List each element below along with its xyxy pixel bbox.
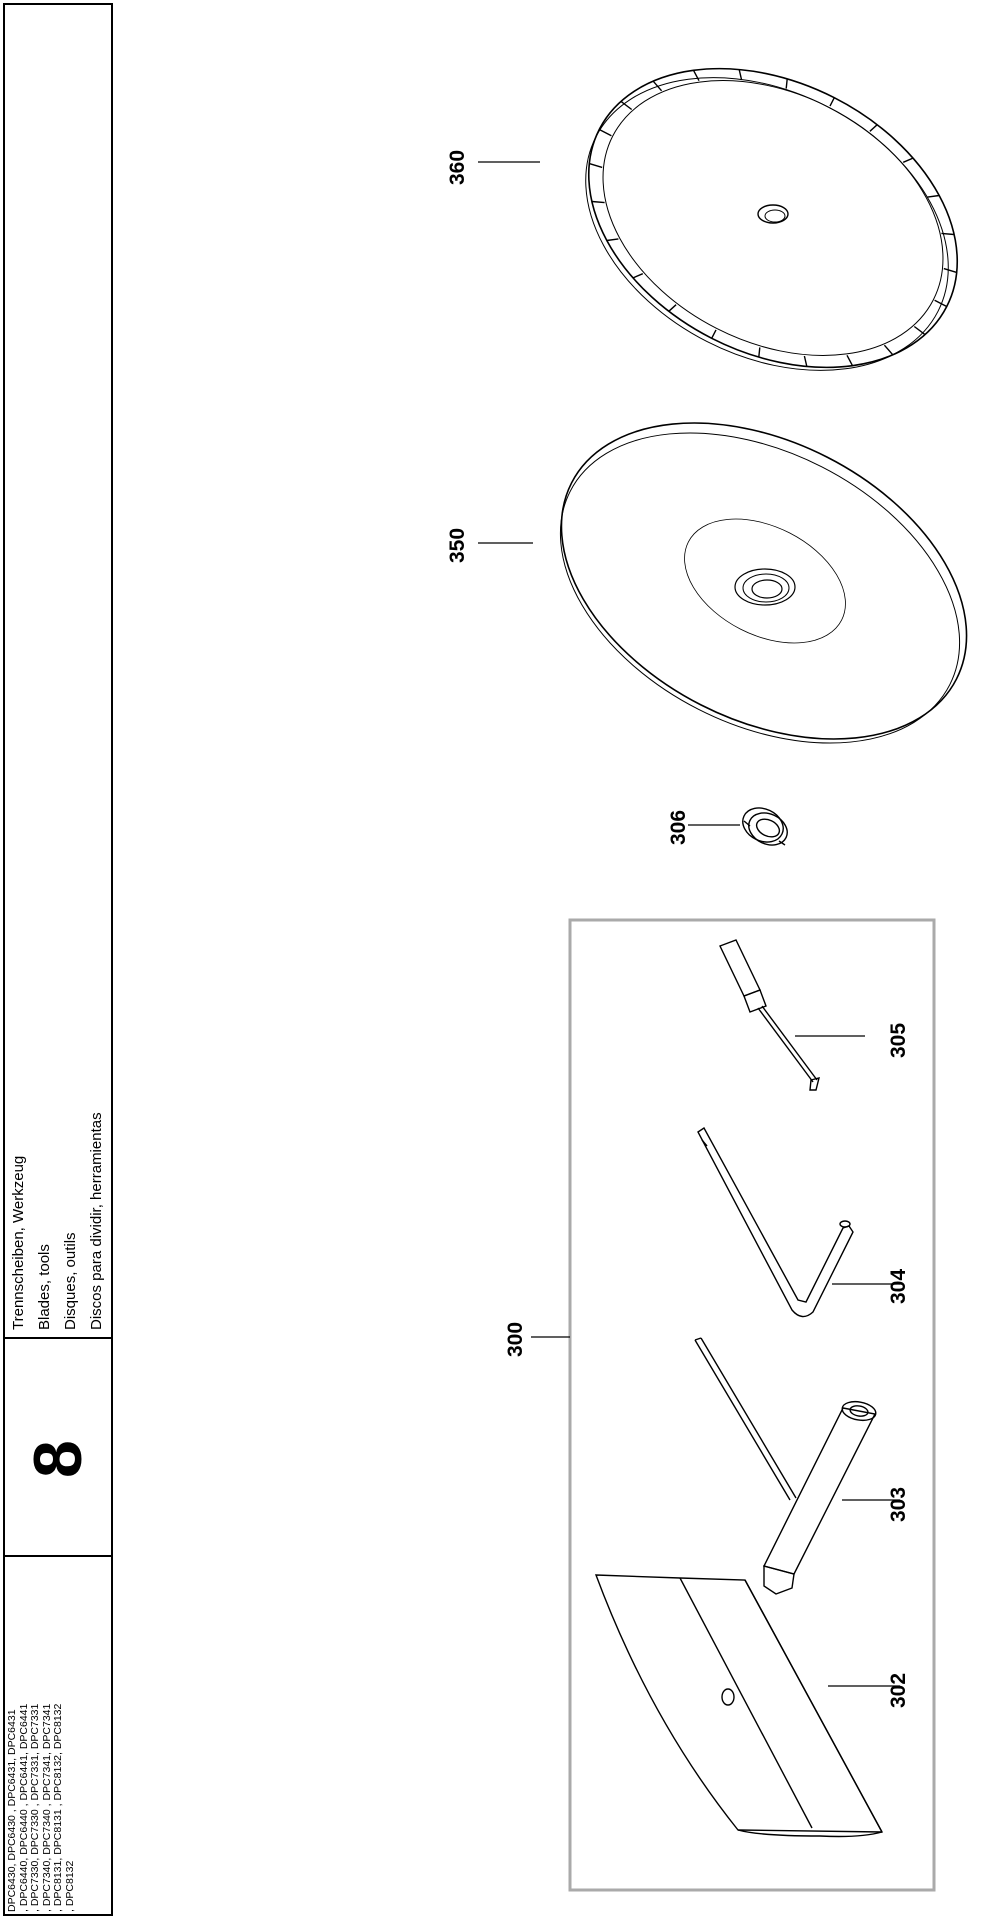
- title-fr: Disques, outils: [62, 1232, 79, 1330]
- model-line: , DPC8132: [63, 1860, 76, 1912]
- callout-305: 305: [887, 1022, 910, 1058]
- flange-ring-306: [737, 802, 792, 851]
- callout-350: 350: [446, 527, 469, 563]
- box-spanner-303: [695, 1338, 877, 1594]
- model-line: , DPC6440, DPC6440 , DPC6441, DPC6441: [17, 1703, 30, 1912]
- callout-300: 300: [504, 1321, 527, 1357]
- callout-360: 360: [446, 149, 469, 185]
- leader-lines: [478, 162, 900, 1686]
- page-number: 8: [20, 1440, 96, 1478]
- blade-segment-slot: [653, 81, 661, 91]
- title-en: Blades, tools: [36, 1244, 53, 1330]
- blade-segment-slot: [804, 356, 806, 366]
- blade-segment-slot: [870, 125, 877, 132]
- blade-segment-slot: [847, 355, 853, 365]
- model-line: , DPC7330, DPC7330 , DPC7331, DPC7331: [29, 1703, 42, 1912]
- callout-304: 304: [887, 1268, 910, 1304]
- blade-segment-slot: [914, 327, 925, 335]
- blade-segment-slot: [633, 274, 643, 278]
- model-list: [7, 1557, 77, 1912]
- abrasive-disc-350: [508, 359, 1000, 806]
- blade-segment-slot: [592, 202, 605, 203]
- blade-segment-slot: [599, 130, 611, 136]
- blade-segment-slot: [607, 239, 619, 241]
- blade-segment-slot: [928, 196, 940, 198]
- blade-segment-slot: [712, 330, 716, 338]
- segmented-blade-360: [536, 9, 1000, 429]
- title-de: Trennscheiben, Werkzeug: [10, 1155, 27, 1330]
- callout-306: 306: [667, 809, 690, 845]
- callout-302: 302: [887, 1672, 910, 1708]
- blade-segment-slot: [694, 70, 700, 80]
- blade-segment-slot: [669, 305, 676, 312]
- blade-segment-slot: [884, 345, 892, 355]
- model-line: , DPC7340, DPC7340 , DPC7341, DPC7341: [40, 1703, 53, 1912]
- model-line: , DPC8131, DPC8131 , DPC8132, DPC8132: [52, 1703, 65, 1912]
- guard-plate-302: [596, 1575, 882, 1837]
- title-es: Discos para dividir, herramientas: [88, 1112, 105, 1330]
- screwdriver-305: [720, 940, 819, 1090]
- blade-segment-slot: [739, 70, 741, 80]
- blade-segment-slot: [589, 164, 602, 168]
- blade-segment-slot: [944, 269, 957, 273]
- callout-303: 303: [887, 1486, 910, 1522]
- model-line: DPC6430, DPC6430 , DPC6431, DPC6431: [6, 1709, 18, 1912]
- blade-segment-slot: [759, 347, 760, 357]
- tool-kit-box-300: [570, 920, 934, 1890]
- hex-key-304: [698, 1128, 853, 1317]
- blade-segment-slot: [903, 158, 913, 162]
- blade-segment-slot: [830, 98, 834, 106]
- section-titles: [6, 1000, 110, 1330]
- blade-segment-slot: [786, 79, 787, 89]
